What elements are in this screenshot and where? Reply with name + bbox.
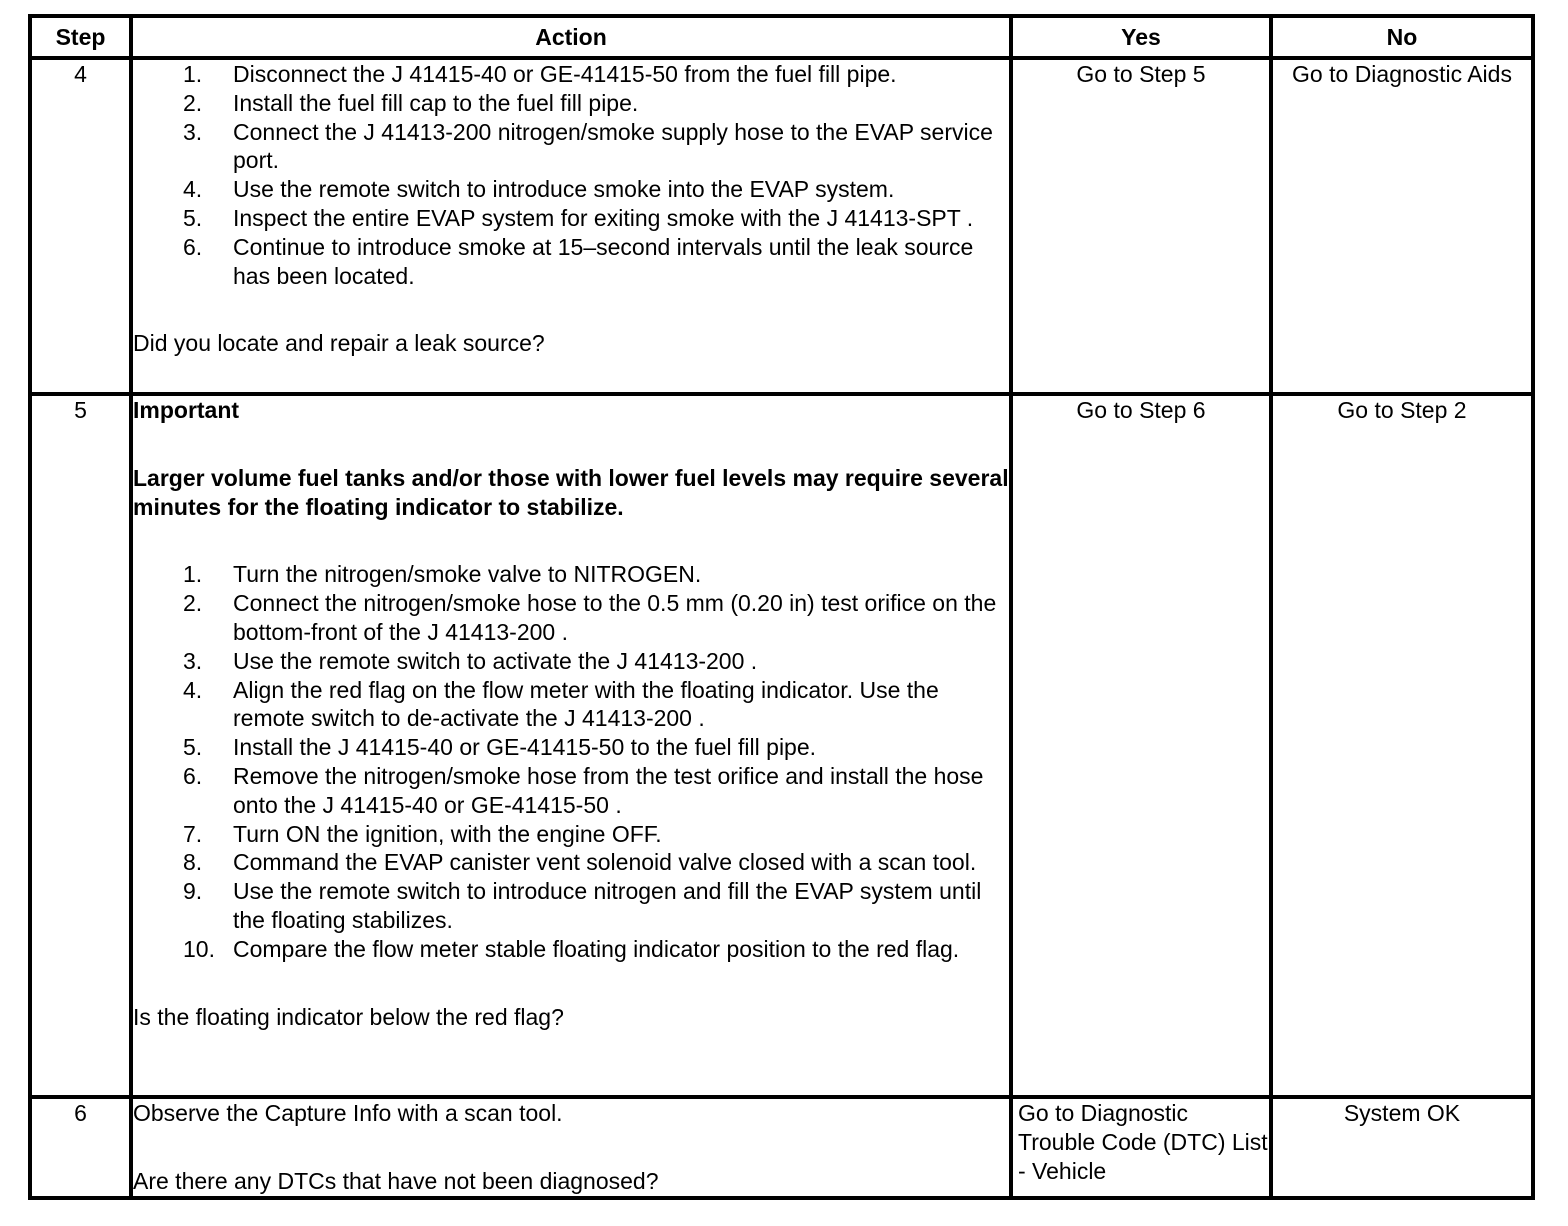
table-row-step-5 <box>30 394 1533 1097</box>
yes-result: Go to Step 5 <box>1011 58 1271 394</box>
list-item: 7. Turn ON the ignition, with the engine OFF. <box>183 820 662 847</box>
list-item: 1. Turn the nitrogen/smoke valve to NITROGEN. <box>183 561 702 588</box>
procedure-list <box>133 60 1009 290</box>
list-item: 5. Inspect the entire EVAP system for exiting smoke with the J 41413-SPT . <box>183 204 974 231</box>
question-text: Is the floating indicator below the red flag? <box>133 1003 564 1030</box>
step-number: 6 <box>30 1097 131 1198</box>
table-row-step-4 <box>30 58 1533 394</box>
header-no: No <box>1271 16 1533 58</box>
list-item: 2. Connect the nitrogen/smoke hose to the 0.5 mm (0.20 in) test orifice on the bottom-front of the J 41413-200 . <box>183 590 997 645</box>
step-number: 5 <box>30 394 131 1097</box>
header-action: Action <box>131 16 1011 58</box>
list-item: 6. Continue to introduce smoke at 15–second intervals until the leak source has been located. <box>183 233 974 289</box>
list-item: 1. Disconnect the J 41415-40 or GE-41415-50 from the fuel fill pipe. <box>183 61 897 87</box>
yes-result: Go to Diagnostic Trouble Code (DTC) List - Vehicle <box>1011 1097 1271 1198</box>
question-text: Are there any DTCs that have not been diagnosed? <box>133 1167 659 1194</box>
list-item: 8. Command the EVAP canister vent solenoid valve closed with a scan tool. <box>183 849 977 876</box>
action-cell <box>131 58 1011 394</box>
question-text: Did you locate and repair a leak source? <box>133 330 545 357</box>
list-item: 3. Connect the J 41413-200 nitrogen/smoke supply hose to the EVAP service port. <box>183 118 993 174</box>
header-row <box>30 16 1533 58</box>
diagnostic-table <box>28 14 1535 1200</box>
list-item: 5. Install the J 41415-40 or GE-41415-50 to the fuel fill pipe. <box>183 734 817 761</box>
list-item: 10. Compare the flow meter stable floating indicator position to the red flag. <box>183 935 960 962</box>
list-item: 4. Align the red flag on the flow meter with the floating indicator. Use the remote switch to de-activate the J 41413-200 . <box>183 676 939 732</box>
list-item: 4. Use the remote switch to introduce smoke into the EVAP system. <box>183 176 895 203</box>
list-item: 9. Use the remote switch to introduce nitrogen and fill the EVAP system until the floating stabilizes. <box>183 878 982 933</box>
instruction-text: Observe the Capture Info with a scan tool. <box>133 1100 563 1126</box>
list-item: 2. Install the fuel fill cap to the fuel fill pipe. <box>183 89 639 116</box>
header-step: Step <box>30 16 131 58</box>
step-number: 4 <box>30 58 131 394</box>
procedure-list <box>133 560 1009 963</box>
important-text: Larger volume fuel tanks and/or those with lower fuel levels may require several minutes for the floating indicator to stabilize. <box>133 464 1009 520</box>
no-result: Go to Step 2 <box>1271 394 1533 1097</box>
no-result: Go to Diagnostic Aids <box>1271 58 1533 394</box>
no-result: System OK <box>1271 1097 1533 1198</box>
important-title: Important <box>133 397 240 423</box>
header-yes: Yes <box>1011 16 1271 58</box>
table-row-step-6 <box>30 1097 1533 1198</box>
list-item: 6. Remove the nitrogen/smoke hose from the test orifice and install the hose onto the J 41415-40 or GE-41415-50 . <box>183 762 984 818</box>
action-cell <box>131 1097 1011 1198</box>
yes-result: Go to Step 6 <box>1011 394 1271 1097</box>
action-cell <box>131 394 1011 1097</box>
list-item: 3. Use the remote switch to activate the J 41413-200 . <box>183 647 758 674</box>
